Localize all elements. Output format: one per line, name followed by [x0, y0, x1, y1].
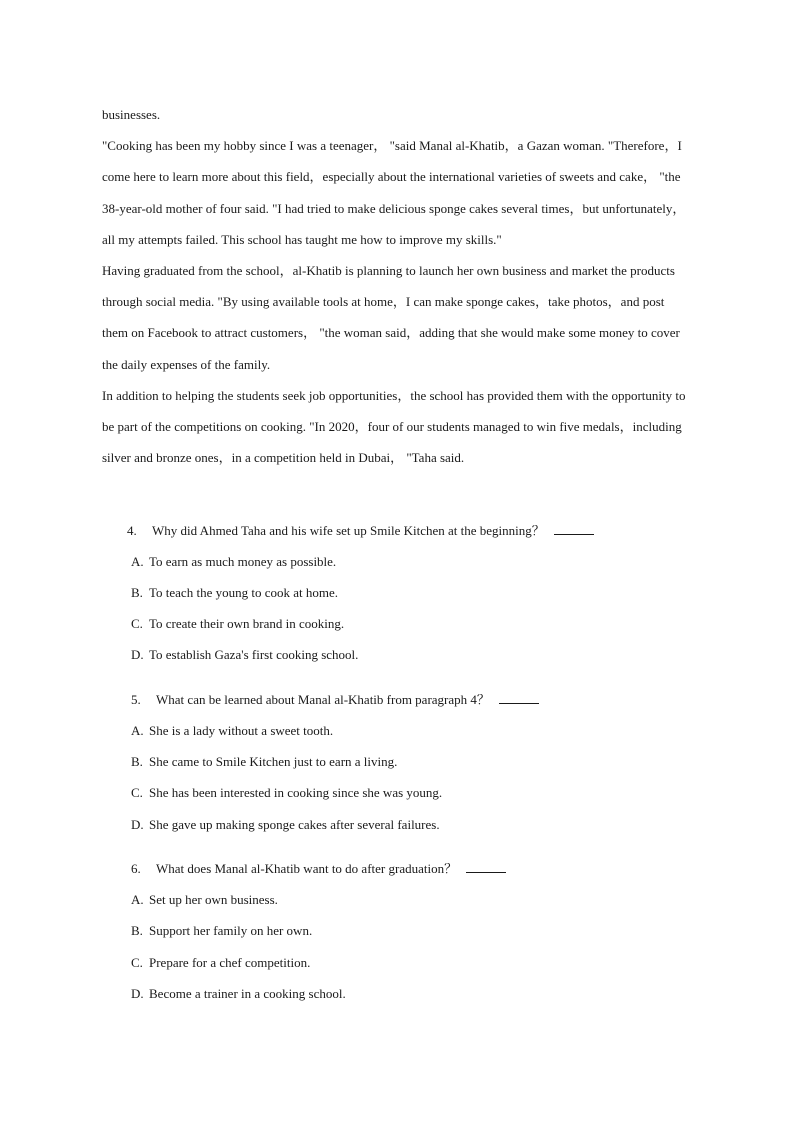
option-letter: B. — [131, 585, 143, 600]
option-letter: A. — [131, 892, 144, 907]
passage-paragraph: "Cooking has been my hobby since I was a teenager， "said Manal al-Khatib，a Gazan woman. "Therefore，I come here to learn more about this field，especially about the international varieties of sweets and cake， "the 38-year-old mother of four said. "I had tried to make delicious sponge cakes several times，but unfortunately，all my attempts failed. This school has taught me how to improve my skills." — [102, 138, 686, 247]
question-4 — [127, 522, 594, 540]
option-letter: A. — [131, 723, 144, 738]
option-c[interactable] — [131, 784, 442, 802]
option-text: She is a lady without a sweet tooth. — [149, 723, 334, 738]
option-letter: D. — [131, 986, 144, 1001]
answer-blank[interactable] — [499, 691, 539, 704]
reading-passage — [102, 99, 692, 473]
option-letter: D. — [131, 647, 144, 662]
option-text: To create their own brand in cooking. — [149, 616, 345, 631]
option-text: To establish Gaza's first cooking school. — [149, 647, 359, 662]
option-b[interactable] — [131, 753, 397, 771]
option-letter: C. — [131, 616, 143, 631]
passage-paragraph: Having graduated from the school，al-Khatib is planning to launch her own business and market the products through social media. "By using available tools at home，I can make sponge cakes，take photos，and post them on Facebook to attract customers， "the woman said，adding that she would make some money to cover the daily expenses of the family. — [102, 263, 680, 372]
question-stem: What does Manal al-Khatib want to do after graduation？ — [156, 861, 458, 876]
option-b[interactable] — [131, 584, 338, 602]
question-stem: What can be learned about Manal al-Khatib from paragraph 4？ — [156, 692, 490, 707]
question-number: 6. — [131, 861, 141, 876]
option-text: To earn as much money as possible. — [149, 554, 337, 569]
option-d[interactable] — [131, 646, 358, 664]
option-text: Support her family on her own. — [149, 923, 313, 938]
option-c[interactable] — [131, 954, 310, 972]
option-d[interactable] — [131, 985, 346, 1003]
passage-paragraph: In addition to helping the students seek job opportunities，the school has provided them with the opportunity to be part of the competitions on cooking. "In 2020，four of our students managed to win five medals，including silver and bronze ones，in a competition held in Dubai， "Taha said. — [102, 387, 686, 466]
option-c[interactable] — [131, 615, 344, 633]
option-a[interactable] — [131, 891, 278, 909]
question-number: 4. — [127, 523, 137, 538]
option-text: To teach the young to cook at home. — [149, 585, 338, 600]
option-b[interactable] — [131, 922, 312, 940]
option-letter: B. — [131, 754, 143, 769]
option-text: She gave up making sponge cakes after several failures. — [149, 817, 440, 832]
option-text: Become a trainer in a cooking school. — [149, 986, 346, 1001]
question-stem: Why did Ahmed Taha and his wife set up Smile Kitchen at the beginning？ — [152, 523, 545, 538]
passage-paragraph: businesses. — [102, 107, 161, 122]
option-letter: D. — [131, 817, 144, 832]
option-text: Prepare for a chef competition. — [149, 955, 311, 970]
question-number: 5. — [131, 692, 141, 707]
option-a[interactable] — [131, 722, 333, 740]
option-text: She came to Smile Kitchen just to earn a living. — [149, 754, 398, 769]
question-5 — [131, 691, 539, 709]
option-letter: A. — [131, 554, 144, 569]
option-d[interactable] — [131, 816, 440, 834]
option-letter: B. — [131, 923, 143, 938]
option-letter: C. — [131, 785, 143, 800]
answer-blank[interactable] — [466, 860, 506, 873]
answer-blank[interactable] — [554, 522, 594, 535]
option-text: Set up her own business. — [149, 892, 278, 907]
option-a[interactable] — [131, 553, 336, 571]
option-text: She has been interested in cooking since she was young. — [149, 785, 443, 800]
option-letter: C. — [131, 955, 143, 970]
question-6 — [131, 860, 506, 878]
